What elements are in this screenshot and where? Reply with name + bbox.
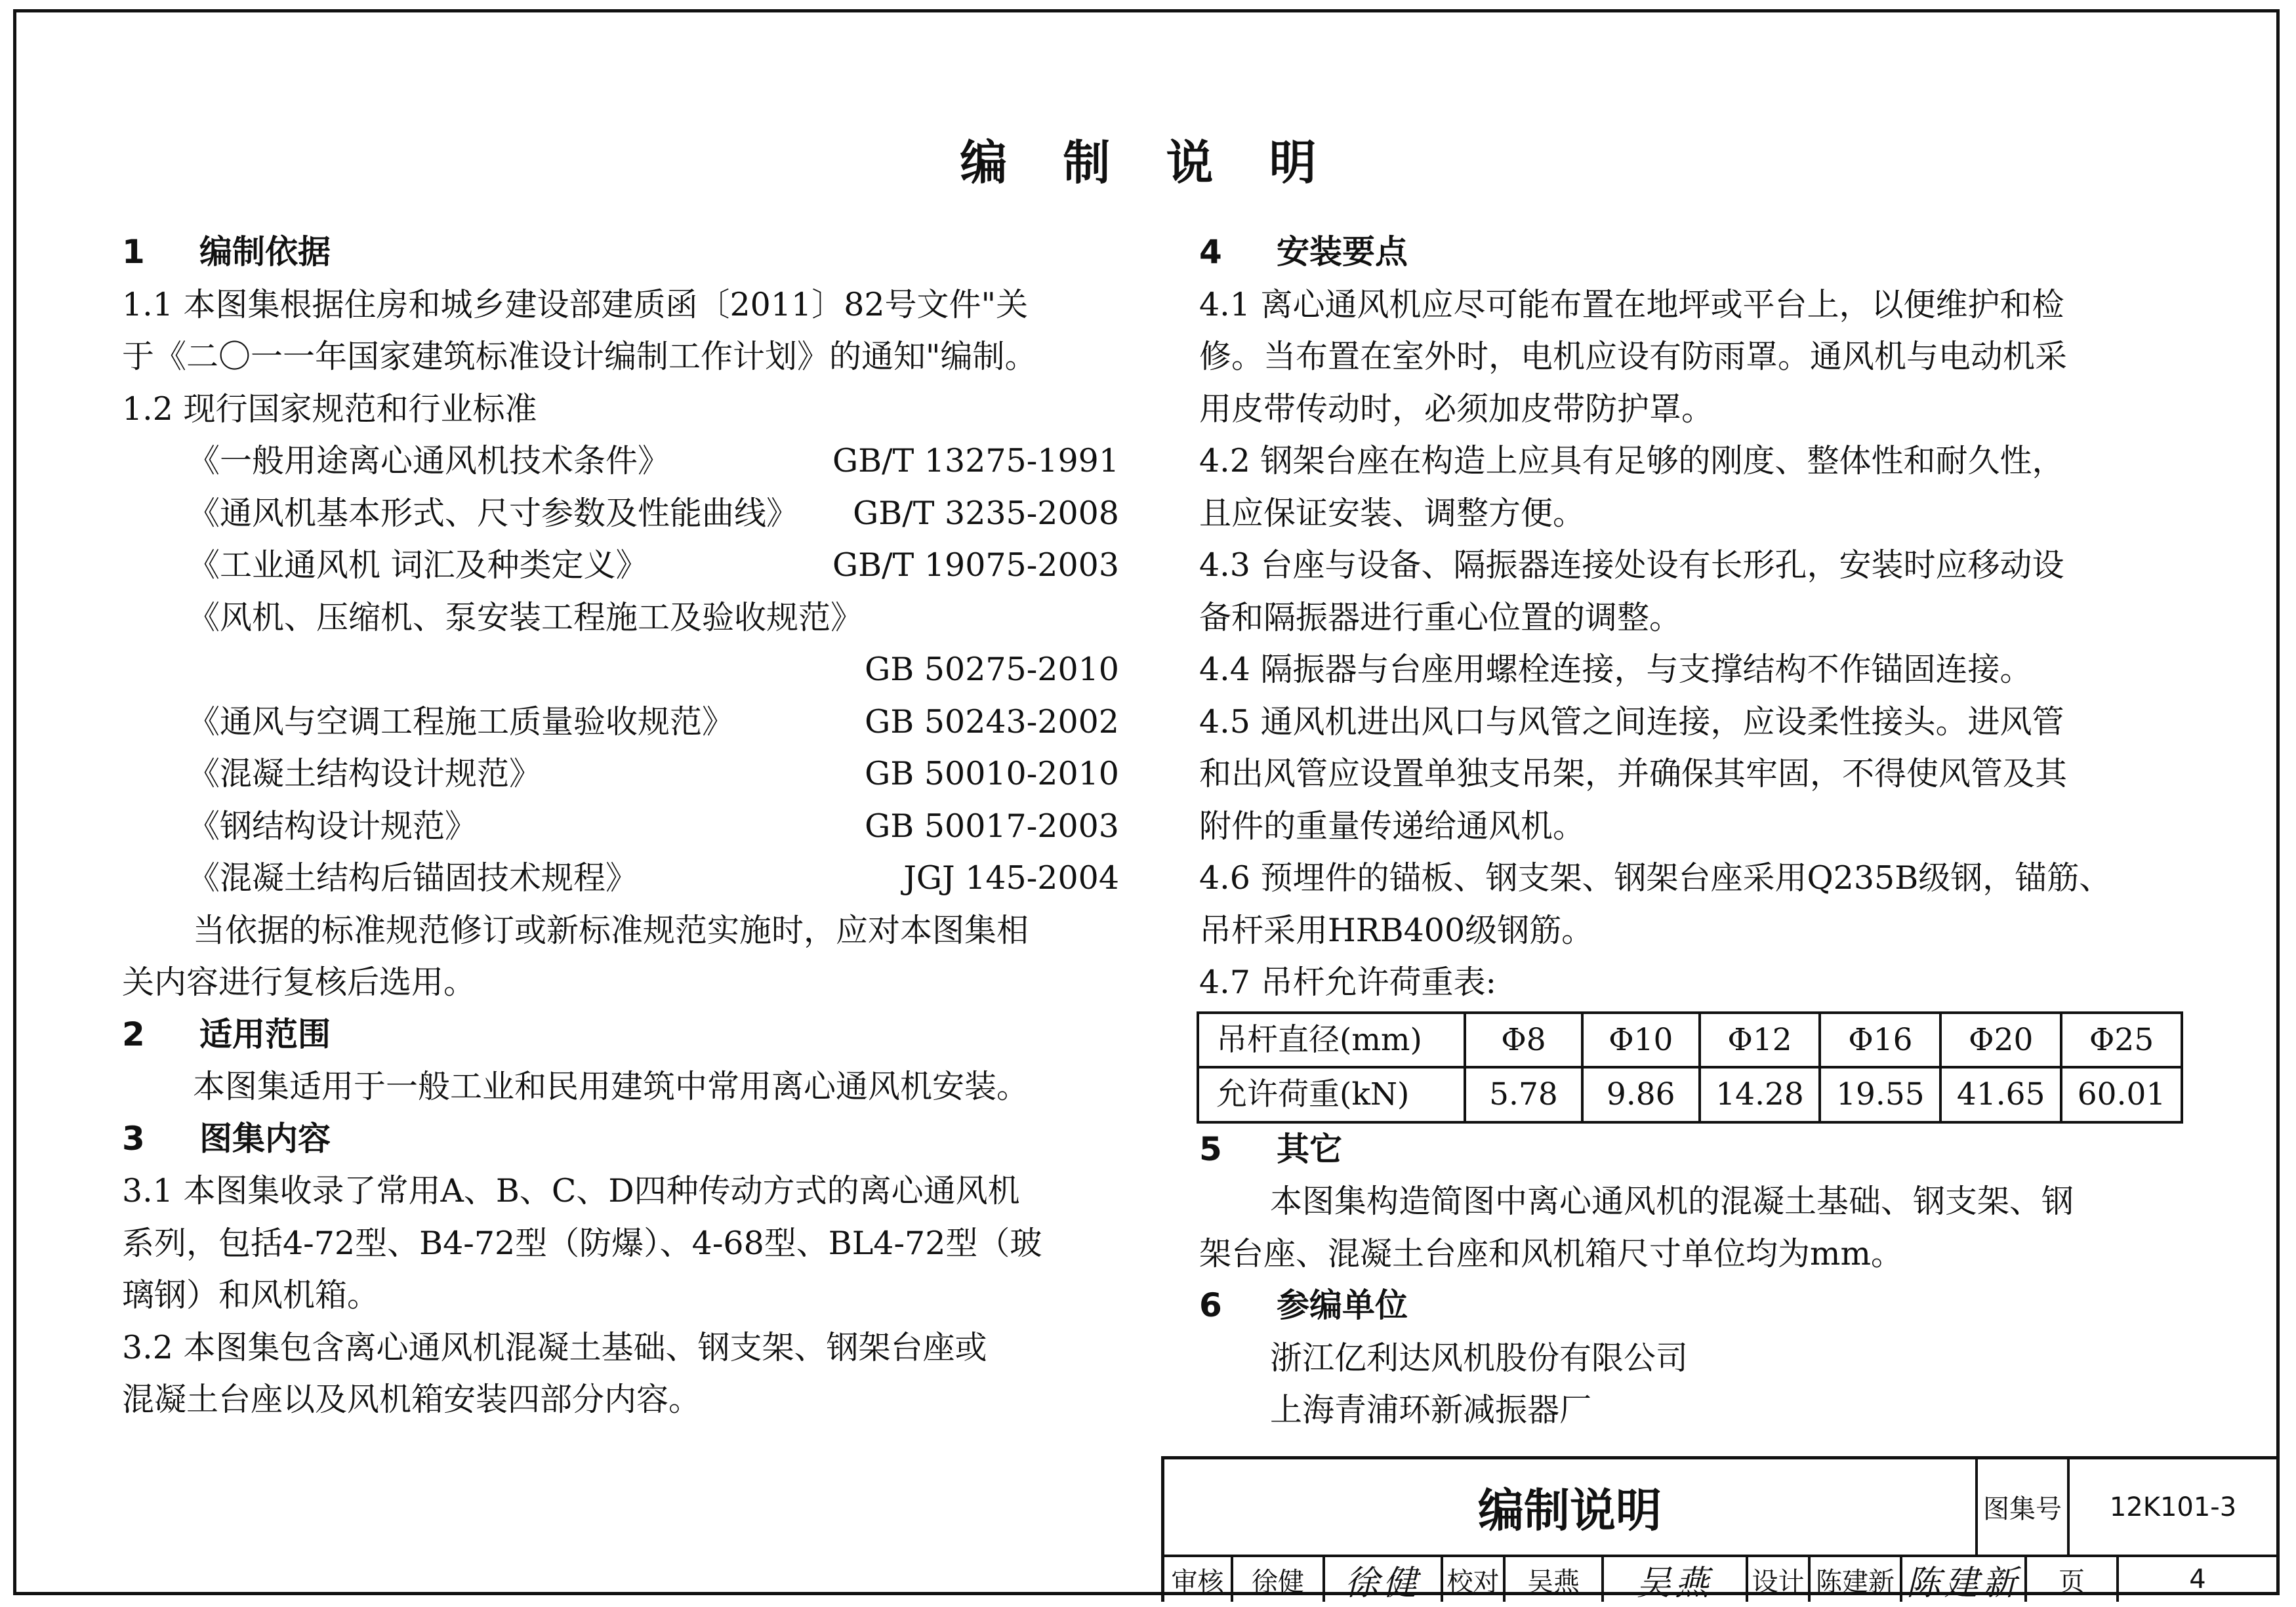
- check-label: 校对: [1443, 1557, 1506, 1602]
- table-cell: 60.01: [2061, 1067, 2182, 1122]
- paragraph-line: 用皮带传动时，必须加皮带防护罩。: [1199, 390, 1714, 428]
- paragraph-line: 备和隔振器进行重心位置的调整。: [1199, 598, 1682, 636]
- section-heading: 6 参编单位: [1199, 1286, 1408, 1324]
- designer-name: 陈建新: [1811, 1557, 1902, 1602]
- load-table: [1197, 1011, 2183, 1124]
- paragraph-line: 4.6 预埋件的锚板、钢支架、钢架台座采用Q235B级钢，锚筋、: [1199, 859, 2112, 897]
- table-cell: 14.28: [1700, 1067, 1820, 1122]
- paragraph-line: 4.7 吊杆允许荷重表:: [1199, 964, 1497, 1001]
- title-block: [1161, 1456, 2276, 1602]
- paragraph-line: 吊杆采用HRB400级钢筋。: [1199, 911, 1594, 949]
- standard-item: 《风机、压缩机、泵安装工程施工及验收规范》: [188, 598, 863, 636]
- page-title: 编 制 说 明: [960, 135, 1336, 190]
- section-heading: 3 图集内容: [122, 1119, 331, 1158]
- table-row: [1198, 1013, 2182, 1068]
- paragraph-line: 1.1 本图集根据住房和城乡建设部建质函〔2011〕82号文件"关: [122, 285, 1029, 323]
- section-heading: 5 其它: [1199, 1129, 1342, 1168]
- paragraph-line: 3.2 本图集包含离心通风机混凝土基础、钢支架、钢架台座或: [122, 1328, 987, 1366]
- table-cell: Φ8: [1465, 1013, 1582, 1068]
- paragraph-line: 3.1 本图集收录了常用A、B、C、D四种传动方式的离心通风机: [122, 1172, 1020, 1210]
- paragraph-line: 且应保证安装、调整方便。: [1199, 494, 1586, 532]
- table-row: [1198, 1067, 2182, 1122]
- paragraph-line: 本图集构造简图中离心通风机的混凝土基础、钢支架、钢: [1270, 1183, 2074, 1220]
- drawing-title: 编制说明: [1164, 1459, 1978, 1555]
- paragraph-line: 4.4 隔振器与台座用螺栓连接，与支撑结构不作锚固连接。: [1199, 651, 2032, 688]
- designer-signature: 陈建新: [1902, 1557, 2027, 1602]
- table-cell: 41.65: [1940, 1067, 2061, 1122]
- atlas-number: 12K101-3: [2109, 1492, 2237, 1522]
- standard-item: 《混凝土结构设计规范》 GB 50010-2010: [188, 755, 1119, 792]
- standard-item: 《通风机基本形式、尺寸参数及性能曲线》 GB/T 3235-2008: [188, 494, 1119, 532]
- standard-item: 《混凝土结构后锚固技术规程》 JGJ 145-2004: [188, 859, 1119, 897]
- table-row-label: 吊杆直径(mm): [1198, 1013, 1465, 1068]
- organization-name: 上海青浦环新减振器厂: [1270, 1391, 1592, 1429]
- table-cell: 5.78: [1465, 1067, 1582, 1122]
- paragraph-line: 混凝土台座以及风机箱安装四部分内容。: [122, 1381, 701, 1418]
- organization-name: 浙江亿利达风机股份有限公司: [1270, 1339, 1689, 1377]
- standard-item: 《通风与空调工程施工质量验收规范》 GB 50243-2002: [188, 702, 1119, 741]
- paragraph-line: 4.1 离心通风机应尽可能布置在地坪或平台上，以便维护和检: [1199, 285, 2064, 323]
- table-cell: Φ12: [1700, 1013, 1820, 1068]
- table-cell: Φ10: [1582, 1013, 1700, 1068]
- design-label: 设计: [1748, 1557, 1811, 1602]
- paragraph-line: 1.2 现行国家规范和行业标准: [122, 390, 537, 428]
- paragraph-line: 本图集适用于一般工业和民用建筑中常用离心通风机安装。: [193, 1068, 1029, 1105]
- standard-item: GB 50275-2010: [865, 651, 1119, 688]
- paragraph-line: 4.5 通风机进出风口与风管之间连接，应设柔性接头。进风管: [1199, 702, 2064, 741]
- paragraph-line: 4.2 钢架台座在构造上应具有足够的刚度、整体性和耐久性，: [1199, 442, 2064, 479]
- reviewer-signature: 徐健: [1325, 1557, 1443, 1602]
- paragraph-line: 和出风管应设置单独支吊架，并确保其牢固，不得使风管及其: [1199, 755, 2068, 792]
- paragraph-line: 架台座、混凝土台座和风机箱尺寸单位均为mm。: [1199, 1234, 1903, 1272]
- title-block-sign-row: [1164, 1557, 2276, 1602]
- section-heading: 4 安装要点: [1199, 233, 1408, 271]
- page-label: 页: [2027, 1557, 2119, 1602]
- paragraph-line: 修。当布置在室外时，电机应设有防雨罩。通风机与电动机采: [1199, 338, 2068, 375]
- table-cell: Φ16: [1820, 1013, 1940, 1068]
- table-cell: 9.86: [1582, 1067, 1700, 1122]
- page-number: 4: [2189, 1564, 2206, 1595]
- paragraph-line: 4.3 台座与设备、隔振器连接处设有长形孔，安装时应移动设: [1199, 546, 2064, 584]
- paragraph-line: 当依据的标准规范修订或新标准规范实施时，应对本图集相: [193, 911, 1029, 949]
- right-column: [1199, 226, 2183, 1436]
- paragraph-line: 于《二〇一一年国家建筑标准设计编制工作计划》的通知"编制。: [122, 338, 1037, 375]
- checker-name: 吴燕: [1506, 1557, 1604, 1602]
- paragraph-line: 附件的重量传递给通风机。: [1199, 807, 1586, 845]
- left-column: [122, 226, 1119, 1426]
- standard-item: 《工业通风机 词汇及种类定义》 GB/T 19075-2003: [188, 546, 1119, 584]
- paragraph-line: 系列，包括4-72型、B4-72型（防爆）、4-68型、BL4-72型（玻: [122, 1224, 1042, 1262]
- paragraph-line: 关内容进行复核后选用。: [122, 964, 476, 1001]
- standard-item: 《钢结构设计规范》 GB 50017-2003: [188, 807, 1119, 845]
- standard-item: 《一般用途离心通风机技术条件》 GB/T 13275-1991: [188, 442, 1119, 479]
- table-cell: Φ20: [1940, 1013, 2061, 1068]
- section-heading: 2 适用范围: [122, 1015, 331, 1053]
- reviewer-name: 徐健: [1233, 1557, 1325, 1602]
- section-heading: 1 编制依据: [122, 233, 331, 271]
- atlas-label: 图集号: [1978, 1459, 2070, 1555]
- table-cell: 19.55: [1820, 1067, 1940, 1122]
- table-row-label: 允许荷重(kN): [1198, 1067, 1465, 1122]
- paragraph-line: 璃钢）和风机箱。: [122, 1276, 380, 1314]
- checker-signature: 吴燕: [1604, 1557, 1748, 1602]
- table-cell: Φ25: [2061, 1013, 2182, 1068]
- review-label: 审核: [1164, 1557, 1233, 1602]
- title-block-top-row: [1164, 1459, 2276, 1557]
